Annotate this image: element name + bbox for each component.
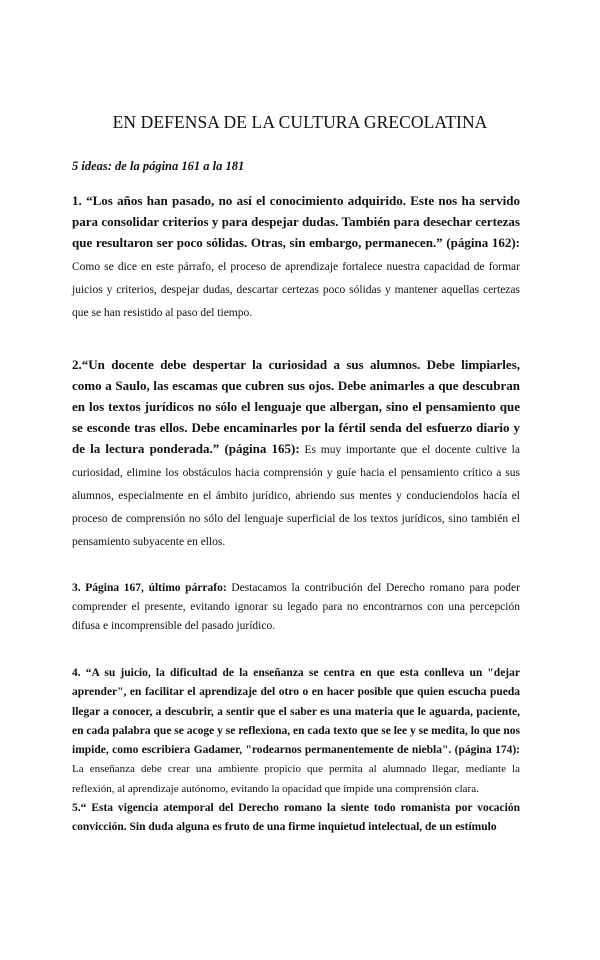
idea-3 bbox=[72, 579, 520, 636]
idea-4 bbox=[72, 664, 520, 799]
idea-comment: Destacamos la contribución del Derecho romano para poder comprender el presente, evitando ignorar su legado para no encontrarnos con una percepción difusa e incomprensible del pasado jurídico. bbox=[72, 582, 520, 632]
idea-comment: Es muy importante que el docente cultive la curiosidad, elimine los obstáculos hacia comprensión y guíe hacia el pensamiento crítico a sus alumnos, especialmente en el ámbito jurídico, abriendo sus mentes y conduciendolos hacía el proceso de comprensión no sólo del lenguaje superficial de los textos jurídicos, sino también el pensamiento subyacente en ellos. bbox=[72, 444, 520, 548]
idea-quote: 2.“Un docente debe despertar la curiosidad a sus alumnos. Debe limpiarles, como a Saulo, las escamas que cubren sus ojos. Debe animarles a que descubran en los textos jurídicos no sólo el lenguaje que albergan, sino el pensamiento que se esconde tras ellos. Debe encaminarles por la fértil senda del esfuerzo diario y de la lectura ponderada.” (página 165): bbox=[72, 357, 520, 456]
idea-5 bbox=[72, 799, 520, 838]
idea-quote: 1. “Los años han pasado, no así el conocimiento adquirido. Este nos ha servido para consolidar criterios y para despejar dudas. También para desechar certezas que resultaron ser poco sólidas. Otras, sin embargo, permanecen.” (página 162): bbox=[72, 193, 520, 250]
idea-comment: Como se dice en este párrafo, el proceso de aprendizaje fortalece nuestra capacidad de formar juicios y criterios, despejar dudas, descartar certezas poco sólidas y mantener aquellas certezas que se han resistido al paso del tiempo. bbox=[72, 261, 520, 319]
document-title: EN DEFENSA DE LA CULTURA GRECOLATINA bbox=[112, 112, 488, 132]
idea-quote: 4. “A su juicio, la dificultad de la enseñanza se centra en que esta conlleva un "dejar aprender", en facilitar el aprendizaje del otro o en hacer posible que quien escucha pueda llegar a conocer, a descubrir, a sentir que el saber es una materia que le aguarda, paciente, en cada palabra que se acoge y se reflexiona, en cada texto que se lee y se medita, lo que nos impide, como escribiera Gadamer, "rodearnos permanentemente de niebla". (página 174): bbox=[72, 667, 520, 757]
idea-2 bbox=[72, 354, 520, 553]
idea-quote: 5.“ Esta vigencia atemporal del Derecho romano la siente todo romanista por vocación convicción. Sin duda alguna es fruto de una firme inquietud intelectual, de un estímulo bbox=[72, 802, 520, 834]
idea-quote: 3. Página 167, último párrafo: bbox=[72, 582, 227, 594]
idea-comment: La enseñanza debe crear una ambiente propicio que permita al alumnado llegar, mediante la reflexión, al aprendizaje autónomo, evitando la opacidad que impide una comprensión clara. bbox=[72, 763, 520, 795]
document-page bbox=[0, 112, 600, 960]
idea-1 bbox=[72, 190, 520, 324]
document-subtitle: 5 ideas: de la página 161 a la 181 bbox=[72, 159, 245, 173]
